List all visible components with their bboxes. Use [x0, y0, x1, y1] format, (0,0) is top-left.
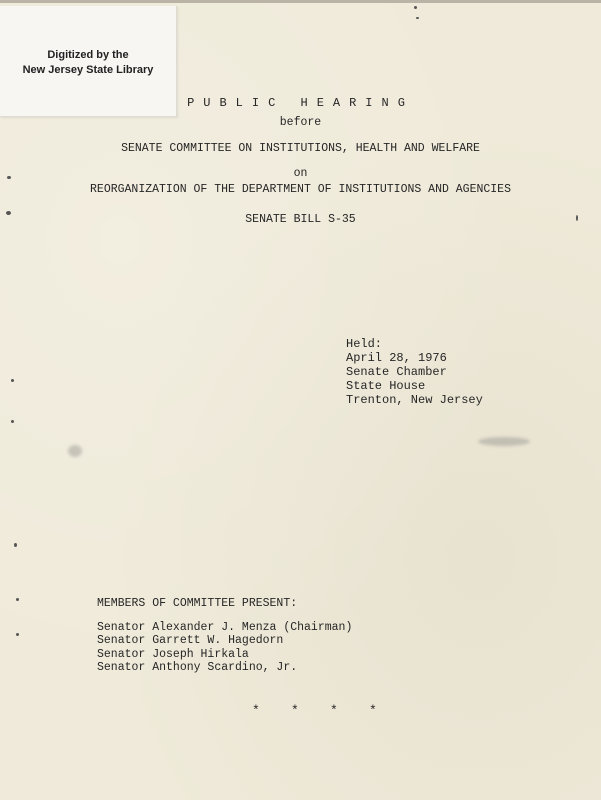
scan-speck [7, 176, 11, 179]
held-city: Trenton, New Jersey [346, 393, 483, 407]
stamp-line-2: New Jersey State Library [22, 64, 154, 76]
committee-name: SENATE COMMITTEE ON INSTITUTIONS, HEALTH AND WELFARE [121, 142, 480, 155]
scan-speck [16, 598, 19, 601]
scan-speck [14, 543, 17, 547]
scan-speck [6, 211, 11, 215]
member-item: Senator Alexander J. Menza (Chairman) [97, 620, 353, 634]
closing-stars: * * * * [252, 703, 377, 718]
members-list [97, 621, 352, 675]
scan-speck [16, 633, 19, 636]
member-item: Senator Anthony Scardino, Jr. [97, 661, 298, 674]
bill-number: SENATE BILL S-35 [245, 213, 356, 226]
scan-smudge [478, 437, 530, 446]
before-text: before [279, 116, 322, 129]
page-top-edge [0, 0, 601, 3]
stamp-line-1: Digitized by the [47, 49, 129, 61]
scan-speck [414, 6, 417, 9]
scan-speck [576, 215, 578, 221]
member-item: Senator Garrett W. Hagedorn [97, 634, 284, 647]
document-title: PUBLIC HEARING [187, 96, 414, 110]
scan-speck [11, 379, 14, 382]
scan-speck [416, 17, 419, 19]
scan-speck [11, 420, 14, 423]
on-text: on [293, 167, 308, 180]
held-date: April 28, 1976 [346, 351, 447, 365]
held-label: Held: [346, 337, 383, 351]
member-item: Senator Joseph Hirkala [97, 647, 249, 661]
hearing-subject: REORGANIZATION OF THE DEPARTMENT OF INSTITUTIONS AND AGENCIES [90, 183, 511, 196]
held-building: State House [346, 379, 426, 393]
scan-smudge [68, 445, 82, 457]
members-title: MEMBERS OF COMMITTEE PRESENT: [97, 597, 298, 610]
members-block [97, 597, 352, 675]
held-place: Senate Chamber [346, 365, 447, 379]
held-block [346, 337, 483, 407]
